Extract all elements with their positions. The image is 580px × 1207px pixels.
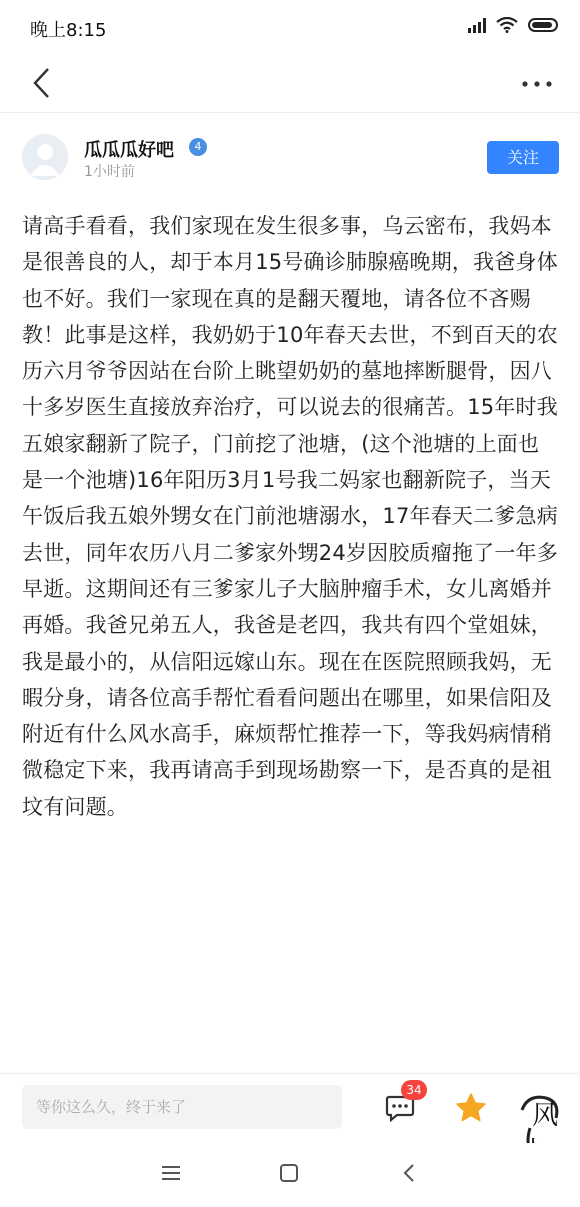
more-dots-icon[interactable] xyxy=(520,74,554,94)
menu-icon[interactable] xyxy=(162,1165,180,1181)
star-icon[interactable] xyxy=(455,1092,487,1124)
author-header xyxy=(22,134,562,190)
level-badge: 4 xyxy=(189,138,207,156)
follow-button[interactable]: 关注 xyxy=(487,141,559,174)
watermark-char-feng: 风 xyxy=(532,1101,559,1131)
back-icon[interactable] xyxy=(402,1163,416,1183)
home-icon[interactable] xyxy=(280,1164,298,1182)
system-nav-bar xyxy=(0,1143,580,1207)
wifi-icon xyxy=(496,17,518,33)
reply-bar xyxy=(0,1073,580,1144)
author-name[interactable]: 瓜瓜瓜好吧 xyxy=(84,140,174,161)
nav-bar xyxy=(0,56,580,113)
status-bar xyxy=(0,0,580,56)
avatar[interactable] xyxy=(22,134,68,180)
reply-input[interactable]: 等你这么久，终于来了 xyxy=(22,1085,342,1129)
default-avatar-icon xyxy=(22,134,68,180)
comment-count-badge: 34 xyxy=(401,1080,427,1100)
status-icons xyxy=(468,17,558,33)
back-arrow-icon[interactable] xyxy=(28,66,58,100)
status-time: 晚上8:15 xyxy=(30,20,107,41)
signal-icon xyxy=(468,17,486,33)
post-body: 请高手看看，我们家现在发生很多事，乌云密布，我妈本是很善良的人，却于本月15号确诊肺腺癌晚期，我爸身体也不好。我们一家现在真的是翻天覆地，请各位不吝赐教！此事是这样，我奶奶于10年春天去世，不到百天的农历六月爷爷因站在台阶上眺望奶奶的墓地摔断腿骨，因八十多岁医生直接放弃治疗，可以说去的很痛苦。15年时我五娘家翻新了院子，门前挖了池塘，(这个池塘的上面也是一个池塘)16年阳历3月1号我二妈家也翻新院子，当天午饭后我五娘外甥女在门前池塘溺水，17年春天二爹急病去世，同年农历八月二爹家外甥24岁因胶质瘤拖了一年多早逝。这期间还有三爹家儿子大脑肿瘤手术，女儿离婚并再婚。我爸兄弟五人，我爸是老四，我共有四个堂姐妹，我是最小的，从信阳远嫁山东。现在在医院照顾我妈，无暇分身，请各位高手帮忙看看问题出在哪里，如果信阳及附近有什么风水高手，麻烦帮忙推荐一下，等我妈病情稍微稳定下来，我再请高手到现场勘察一下，是否真的是祖坟有问题。 xyxy=(22,214,558,819)
battery-icon xyxy=(528,18,558,32)
post-time: 1小时前 xyxy=(84,164,135,180)
